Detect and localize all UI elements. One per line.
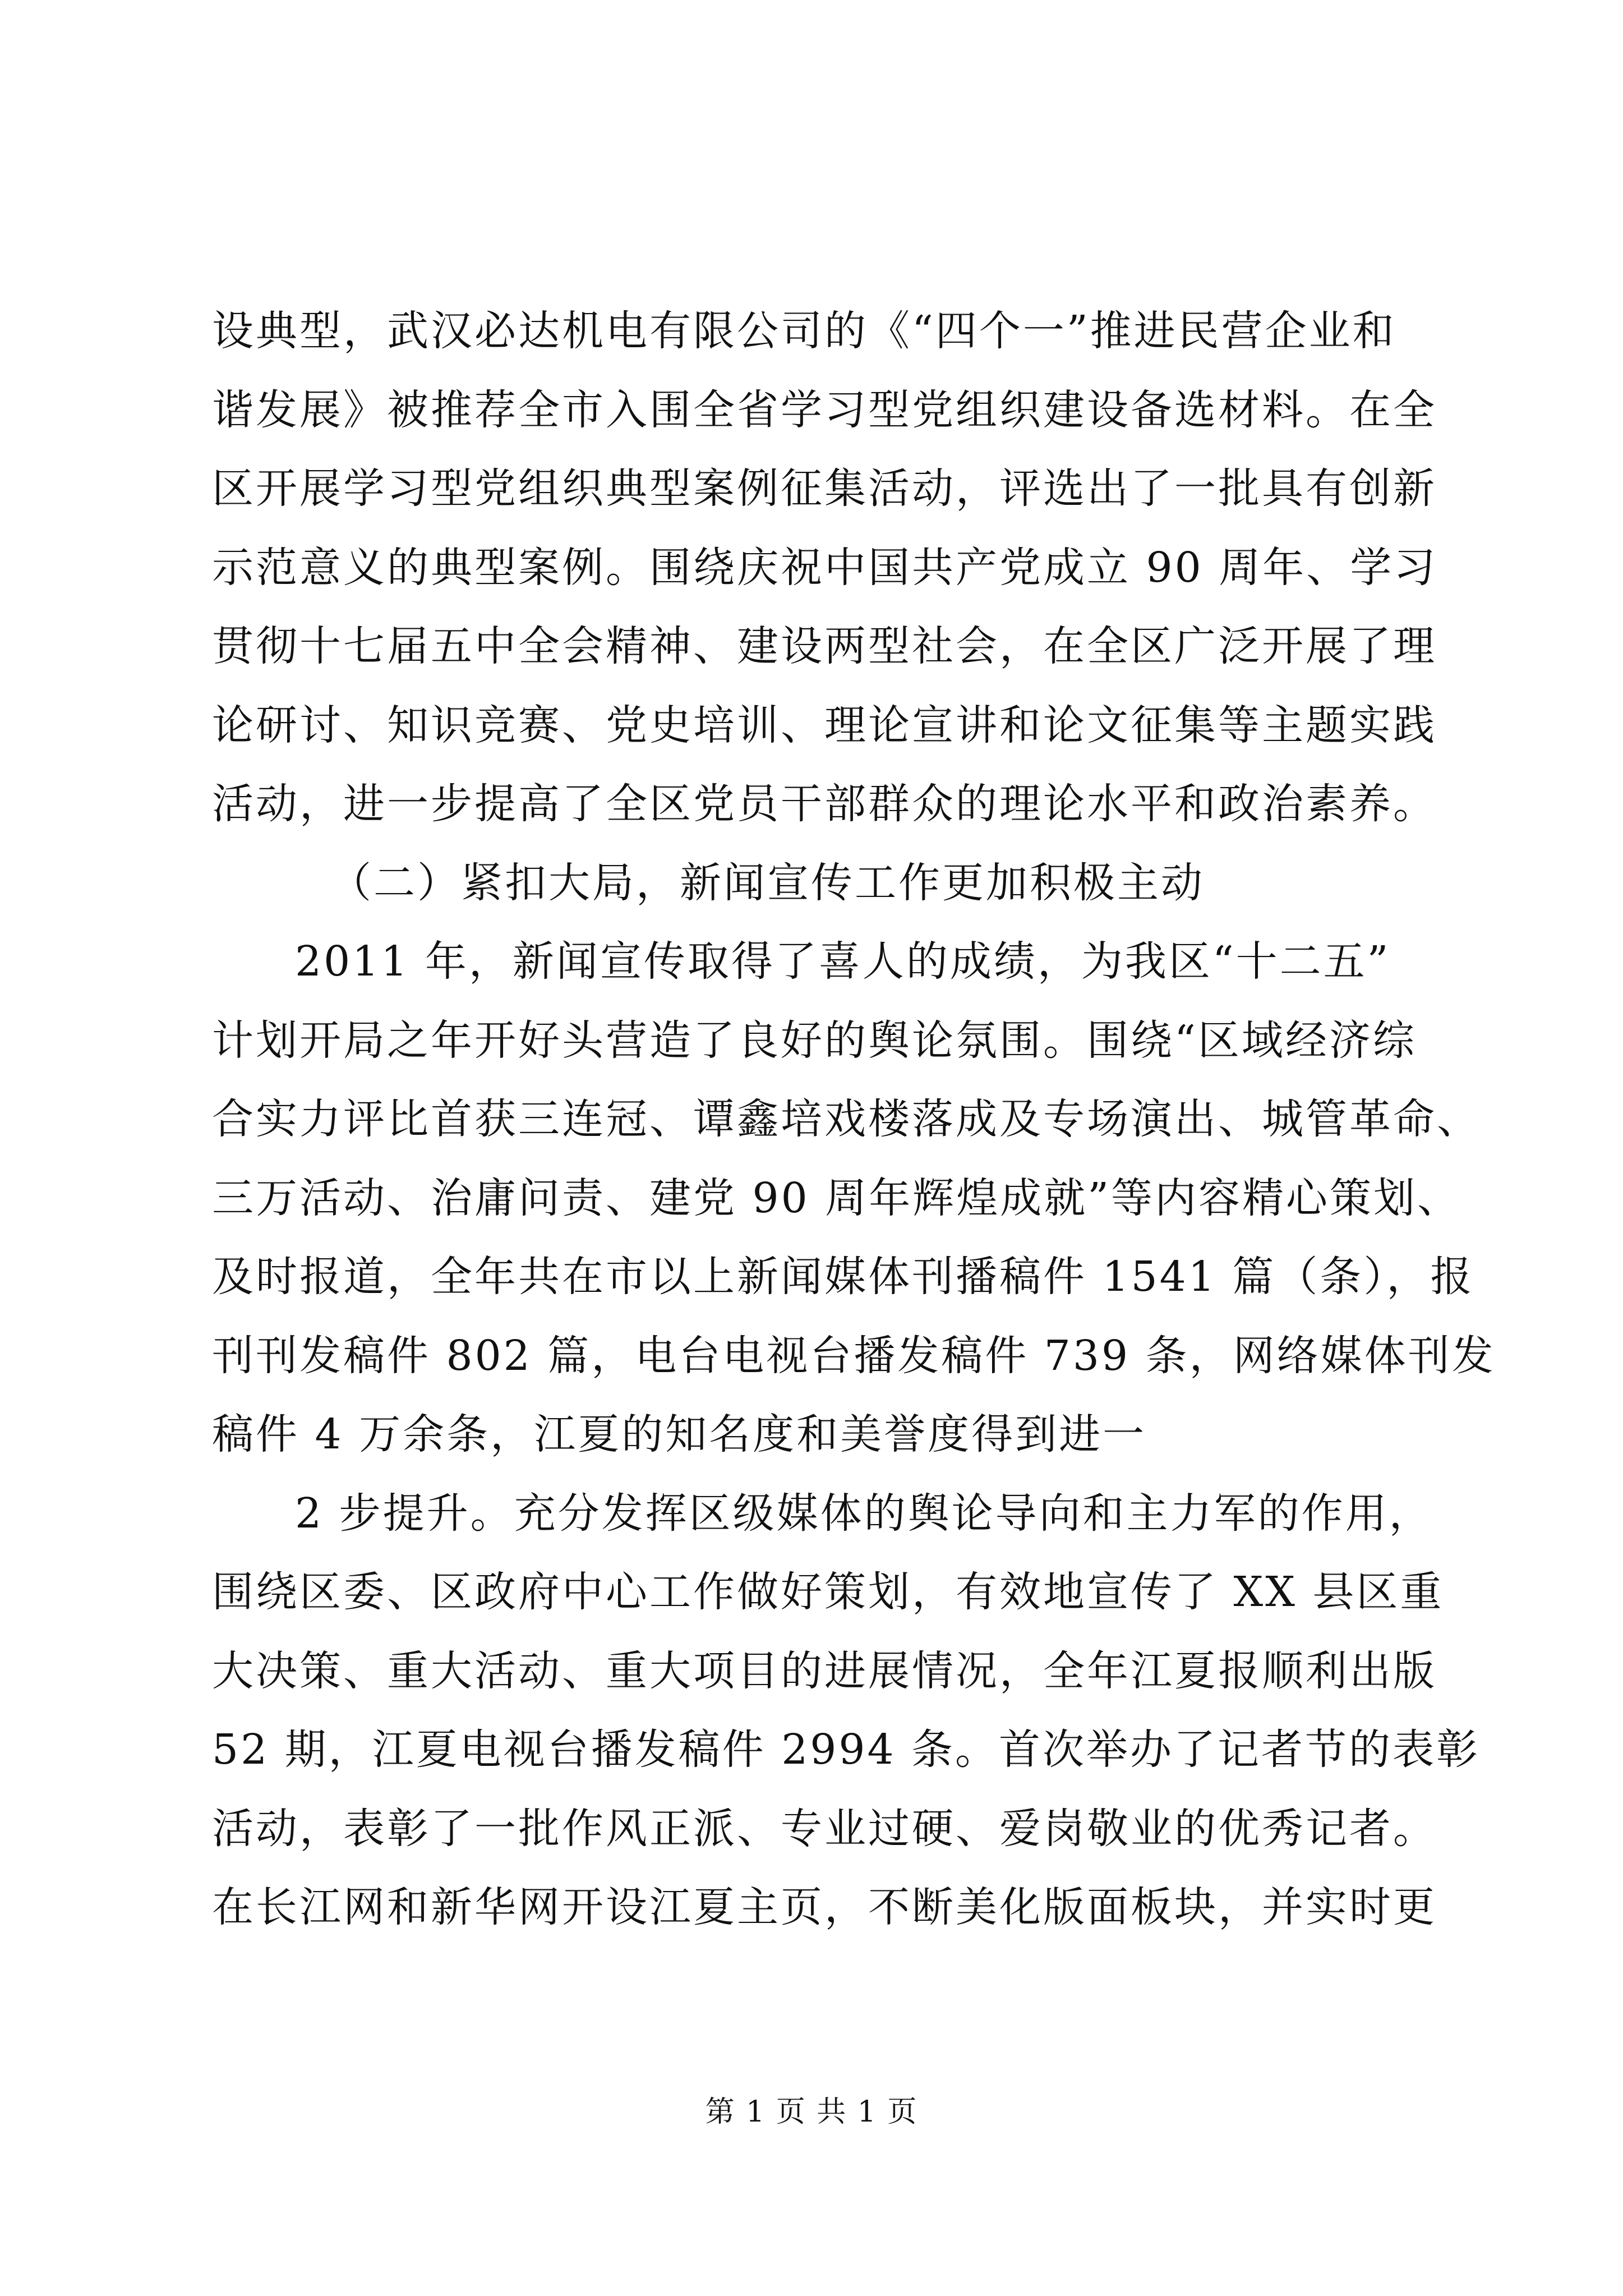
page-number-footer: 第 1 页 共 1 页 <box>705 2095 918 2129</box>
text-line: 计划开局之年开好头营造了良好的舆论氛围。围绕“区域经济综 <box>212 1016 1417 1065</box>
text-line: 区开展学习型党组织典型案例征集活动，评选出了一批具有创新 <box>212 464 1437 513</box>
text-line: 示范意义的典型案例。围绕庆祝中国共产党成立 90 周年、学习 <box>212 543 1438 592</box>
text-line: 52 期，江夏电视台播发稿件 2994 条。首次举办了记者节的表彰 <box>212 1726 1481 1774</box>
paragraph-start-line: 2011 年，新闻宣传取得了喜人的成绩，为我区“十二五” <box>295 937 1391 986</box>
section-heading: （二）紧扣大局，新闻宣传工作更加积极主动 <box>330 858 1205 907</box>
text-line: 谐发展》被推荐全市入围全省学习型党组织建设备选材料。在全 <box>212 385 1437 434</box>
body-text <box>212 292 1496 1947</box>
text-line: 三万活动、治庸问责、建党 90 周年辉煌成就”等内容精心策划、 <box>212 1174 1461 1222</box>
paragraph-start-line: 2 步提升。充分发挥区级媒体的舆论导向和主力军的作用， <box>295 1489 1433 1538</box>
text-line: 活动，进一步提高了全区党员干部群众的理论水平和政治素养。 <box>212 780 1437 828</box>
text-line: 论研讨、知识竞赛、党史培训、理论宣讲和论文征集等主题实践 <box>212 701 1437 749</box>
text-line: 在长江网和新华网开设江夏主页，不断美化版面板块，并实时更 <box>212 1883 1437 1931</box>
text-line: 设典型，武汉必达机电有限公司的《“四个一”推进民营企业和 <box>212 307 1396 355</box>
text-line: 及时报道，全年共在市以上新闻媒体刊播稿件 1541 篇（条），报 <box>212 1253 1474 1301</box>
text-line: 贯彻十七届五中全会精神、建设两型社会，在全区广泛开展了理 <box>212 622 1437 670</box>
text-line: 合实力评比首获三连冠、谭鑫培戏楼落成及专场演出、城管革命、 <box>212 1095 1481 1143</box>
text-line: 围绕区委、区政府中心工作做好策划，有效地宣传了 XX 县区重 <box>212 1568 1444 1616</box>
text-line: 活动，表彰了一批作风正派、专业过硬、爱岗敬业的优秀记者。 <box>212 1804 1437 1853</box>
text-line: 稿件 4 万余条，江夏的知名度和美誉度得到进一 <box>212 1410 1147 1458</box>
text-line: 刊刊发稿件 802 篇，电台电视台播发稿件 739 条，网络媒体刊发 <box>212 1331 1496 1380</box>
text-line: 大决策、重大活动、重大项目的进展情况，全年江夏报顺利出版 <box>212 1646 1437 1695</box>
